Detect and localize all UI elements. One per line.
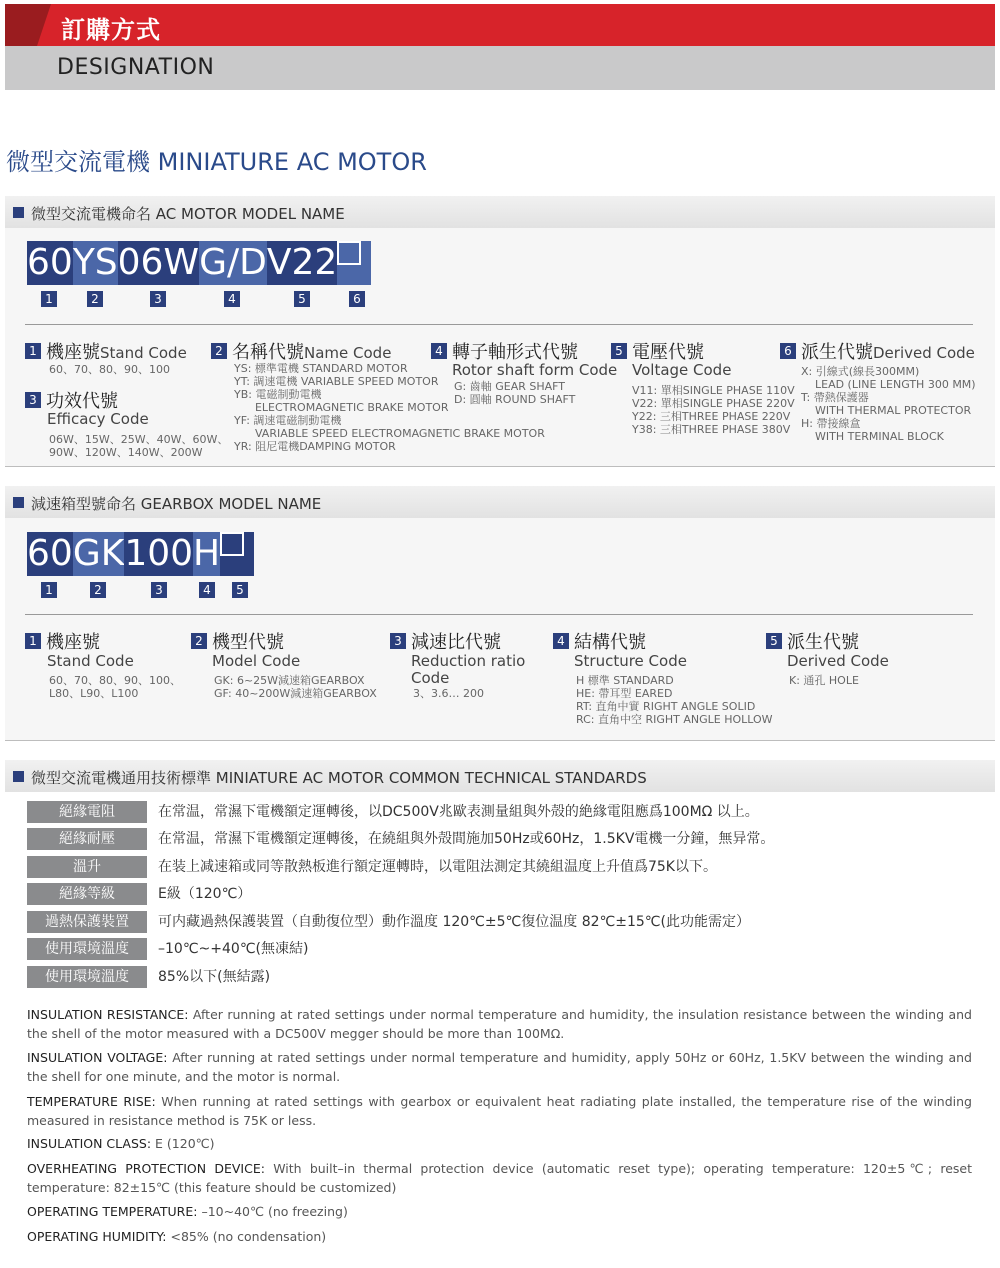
motor-code-seg-1: 60: [27, 242, 73, 283]
section-square-icon: [13, 771, 24, 782]
gearbox-section-title: 減速箱型號命名 GEARBOX MODEL NAME: [31, 495, 322, 513]
gearbox-divider: [25, 614, 973, 615]
motor-num-4: 4: [224, 291, 240, 307]
motor-col6-line-6: WITH TERMINAL BLOCK: [801, 430, 944, 443]
motor-col6-line-3: T: 帶熱保護器: [801, 391, 869, 404]
gearbox-col4-line-1: H 標準 STANDARD: [576, 674, 674, 687]
spec-paragraph-temperature-rise: TEMPERATURE RISE: When running at rated settings with gearbox or equivalent heat radiating plate installed, the temperature rise of the winding measured in resistance method is 75K or less.: [27, 1094, 972, 1128]
tech-label-2: 絕緣耐壓: [27, 828, 147, 850]
gearbox-code-seg-1: 60: [27, 533, 73, 574]
gearbox-col3-title-en: Reduction ratio: [411, 652, 526, 670]
header-bar: [5, 4, 995, 46]
motor-code-seg-4: W: [163, 242, 200, 283]
motor-num-1: 1: [41, 291, 57, 307]
tech-value-4: E級（120℃）: [158, 886, 252, 902]
motor-col2-line-6: VARIABLE SPEED ELECTROMAGNETIC BRAKE MOTOR: [234, 427, 545, 440]
motor-col6-line-2: LEAD (LINE LENGTH 300 MM): [801, 378, 976, 391]
page-title: 微型交流電機 MINIATURE AC MOTOR: [6, 148, 427, 176]
motor-panel: [5, 228, 995, 467]
gearbox-code-seg-2: GK: [72, 533, 125, 574]
tech-value-1: 在常温，常濕下電機額定運轉後，以DC500V兆歐表測量組與外殻的絶緣電阻應爲100MΩ 以上。: [158, 804, 759, 820]
tech-label-7: 使用環境溫度: [27, 966, 147, 988]
gearbox-col1-line-1: 60、70、80、90、100、: [49, 674, 181, 687]
gearbox-col1-title-en: Stand Code: [47, 652, 134, 670]
motor-col5-title-en: Voltage Code: [632, 361, 732, 379]
motor-col2-line-3: YB: 電磁制動電機: [234, 388, 322, 401]
motor-col6-line-5: H: 帶接線盒: [801, 417, 861, 430]
spec-paragraph-insulation-class: INSULATION CLASS: E (120℃): [27, 1136, 215, 1151]
motor-col3-heading: 3 功效代號: [25, 387, 118, 413]
gearbox-col3-title-en-2: Code: [411, 669, 450, 687]
motor-col6-line-1: X: 引線式(線長300MM): [801, 365, 920, 378]
motor-col1-values: 60、70、80、90、100: [49, 363, 170, 376]
gearbox-col4-line-2: HE: 帶耳型 EARED: [576, 687, 673, 700]
motor-section-title: 微型交流電機命名 AC MOTOR MODEL NAME: [31, 205, 345, 223]
motor-col2-line-2: YT: 調速電機 VARIABLE SPEED MOTOR: [234, 375, 439, 388]
tech-label-5: 過熱保護裝置: [27, 911, 147, 933]
gearbox-model-code: [27, 532, 254, 576]
spec-paragraph-operating-humidity: OPERATING HUMIDITY: <85% (no condensation): [27, 1229, 327, 1244]
gearbox-col5-title-en: Derived Code: [787, 652, 889, 670]
header-accent: [5, 4, 37, 46]
tech-section-bar: [5, 760, 995, 792]
motor-col5-line-2: V22: 單相SINGLE PHASE 220V: [632, 397, 795, 410]
motor-col6-heading: 6 派生代號Derived Code: [780, 338, 975, 364]
motor-col4-line-2: D: 圓軸 ROUND SHAFT: [454, 393, 576, 406]
gearbox-col4-title-en: Structure Code: [574, 652, 687, 670]
gearbox-col5-heading: 5 派生代號: [766, 628, 859, 654]
motor-col5-line-3: Y22: 三相THREE PHASE 220V: [632, 410, 791, 423]
gearbox-col2-line-2: GF: 40~200W減速箱GEARBOX: [214, 687, 377, 700]
gearbox-col4-heading: 4 結構代號: [553, 628, 646, 654]
motor-col5-line-1: V11: 單相SINGLE PHASE 110V: [632, 384, 795, 397]
tech-section-title: 微型交流電機通用技術標準 MINIATURE AC MOTOR COMMON TECHNICAL STANDARDS: [31, 769, 647, 787]
gearbox-num-5: 5: [232, 582, 248, 598]
tech-value-7: 85%以下(無結露): [158, 969, 271, 985]
gearbox-code-derived-box: [220, 532, 254, 576]
motor-code-seg-3: 06: [117, 242, 164, 283]
gearbox-code-seg-4: H: [193, 533, 221, 574]
motor-col3-line-1: 06W、15W、25W、40W、60W、: [49, 433, 229, 446]
gearbox-section-bar: [5, 486, 995, 518]
spec-paragraph-insulation-voltage: INSULATION VOLTAGE: After running at rated settings under normal temperature and humidity, apply 50Hz or 60Hz, 1.5KV between the winding and the shell for one minute, and the motor is normal.: [27, 1050, 972, 1084]
tech-value-6: –10℃~+40℃(無凍結): [158, 941, 309, 957]
motor-col2-line-1: YS: 標準電機 STANDARD MOTOR: [234, 362, 408, 375]
motor-col3-title-en: Efficacy Code: [47, 410, 149, 428]
tech-value-5: 可内藏過熱保護裝置（自動復位型）動作溫度 120℃±5℃復位温度 82℃±15℃(此功能需定）: [158, 914, 750, 930]
gearbox-col3-heading: 3 減速比代號: [390, 628, 501, 654]
section-square-icon: [13, 207, 24, 218]
gearbox-col2-line-1: GK: 6~25W減速箱GEARBOX: [214, 674, 365, 687]
gearbox-num-2: 2: [90, 582, 106, 598]
tech-label-3: 溫升: [27, 856, 147, 878]
gearbox-col1-line-2: L80、L90、L100: [49, 687, 139, 700]
motor-code-seg-5: G/D: [199, 242, 267, 283]
motor-col4-title-en: Rotor shaft form Code: [452, 361, 618, 379]
gearbox-col5-line-1: K: 通孔 HOLE: [789, 674, 859, 687]
motor-num-5: 5: [294, 291, 310, 307]
gearbox-col2-heading: 2 機型代號: [191, 628, 284, 654]
header-accent-triangle: [37, 4, 51, 46]
motor-num-6: 6: [349, 291, 365, 307]
motor-section-bar: [5, 196, 995, 228]
motor-col2-line-5: YF: 調速電磁制動電機: [234, 414, 342, 427]
motor-col3-line-2: 90W、120W、140W、200W: [49, 446, 203, 459]
header-subtitle-bar: [5, 46, 995, 90]
motor-col4-heading: 4 轉子軸形式代號: [431, 338, 578, 364]
tech-label-6: 使用環境溫度: [27, 938, 147, 960]
gearbox-code-seg-3: 100: [124, 533, 194, 574]
tech-value-2: 在常温，常濕下電機額定運轉後，在繞組與外殻間施加50Hz或60Hz，1.5KV電機一分鐘，無异常。: [158, 831, 775, 847]
motor-col1-heading: 1 機座號Stand Code: [25, 338, 187, 364]
gearbox-num-3: 3: [151, 582, 167, 598]
header-subtitle: DESIGNATION: [57, 55, 215, 80]
motor-col2-line-4: ELECTROMAGNETIC BRAKE MOTOR: [234, 401, 449, 414]
gearbox-col2-title-en: Model Code: [212, 652, 301, 670]
motor-num-2: 2: [87, 291, 103, 307]
spec-paragraph-overheating: OVERHEATING PROTECTION DEVICE: With built–in thermal protection device (automatic reset type); operating temperature: 120±5℃; reset temperature: 82±15℃ (this feature should be customized): [27, 1161, 972, 1195]
gearbox-col1-heading: 1 機座號: [25, 628, 100, 654]
motor-col5-line-4: Y38: 三相THREE PHASE 380V: [632, 423, 791, 436]
motor-num-3: 3: [150, 291, 166, 307]
gearbox-num-1: 1: [41, 582, 57, 598]
gearbox-panel: [5, 518, 995, 741]
gearbox-col3-line-1: 3、3.6… 200: [413, 687, 484, 700]
tech-label-4: 絕緣等級: [27, 883, 147, 905]
tech-label-1: 絕緣電阻: [27, 801, 147, 823]
gearbox-col4-line-3: RT: 直角中實 RIGHT ANGLE SOLID: [576, 700, 756, 713]
motor-model-code: [27, 241, 371, 285]
spec-paragraph-operating-temperature: OPERATING TEMPERATURE: –10~40℃ (no freezing): [27, 1204, 348, 1219]
motor-col6-line-4: WITH THERMAL PROTECTOR: [801, 404, 972, 417]
motor-col2-line-7: YR: 阻尼電機DAMPING MOTOR: [234, 440, 396, 453]
section-square-icon: [13, 497, 24, 508]
gearbox-col4-line-4: RC: 直角中空 RIGHT ANGLE HOLLOW: [576, 713, 773, 726]
header-title: 訂購方式: [61, 16, 161, 44]
motor-code-seg-6: V22: [266, 242, 338, 283]
gearbox-num-4: 4: [199, 582, 215, 598]
motor-code-derived-box: [337, 241, 371, 285]
motor-code-seg-2: YS: [72, 242, 118, 283]
tech-value-3: 在装上减速箱或同等散熱板進行額定運轉時，以電阻法測定其繞組温度上升值爲75K以下。: [158, 859, 717, 875]
motor-divider: [25, 324, 973, 325]
motor-col2-heading: 2 名稱代號Name Code: [211, 338, 391, 364]
motor-col5-heading: 5 電壓代號: [611, 338, 704, 364]
spec-paragraph-insulation-resistance: INSULATION RESISTANCE: After running at rated settings under normal temperature and humidity, the insulation resistance between the winding and the shell of the motor measured with a DC500V megger should be more than 100MΩ.: [27, 1007, 972, 1041]
motor-col4-line-1: G: 齒軸 GEAR SHAFT: [454, 380, 565, 393]
